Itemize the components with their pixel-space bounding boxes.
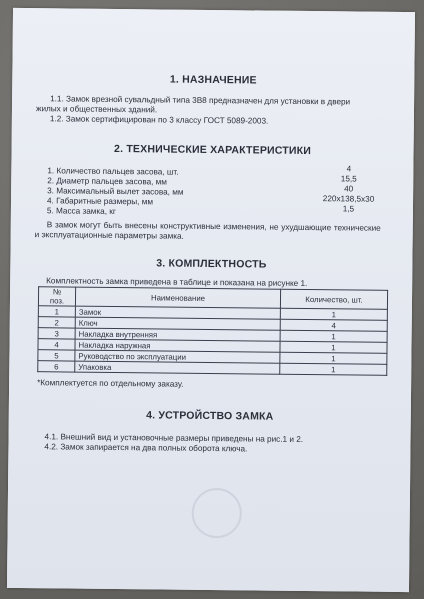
row-name: Замок <box>75 306 280 319</box>
faint-stamp-mark <box>192 488 243 539</box>
section-title-contents: 3. КОМПЛЕКТНОСТЬ <box>156 257 267 271</box>
row-qty: 1 <box>280 330 387 342</box>
contents-intro: Комплектность замка приведена в таблице и показана на рисунке 1. <box>46 276 308 289</box>
section-title-purpose: 1. НАЗНАЧЕНИЕ <box>169 73 257 87</box>
row-name: Руководство по эксплуатации <box>75 350 280 363</box>
table-row <box>38 361 387 376</box>
specs-note: В замок могут быть внесены конструктивные изменения, не ухудшающие технические и эксплуатационные параметры замка. <box>34 220 381 241</box>
row-no: 3 <box>38 328 75 339</box>
purpose-paragraph-1-line-2: жилых и общественных зданий. <box>35 104 158 115</box>
row-qty: 1 <box>280 341 387 353</box>
header-name: Наименование <box>75 287 280 308</box>
spec-label-5: 5. Масса замка, кг <box>46 206 116 216</box>
row-qty: 1 <box>280 363 387 375</box>
header-no-line-2: поз. <box>49 296 65 306</box>
spec-label-2: 2. Диаметр пальцев засова, мм <box>47 176 168 187</box>
header-qty: Количество, шт. <box>280 289 387 309</box>
spec-label-1: 1. Количество пальцев засова, шт. <box>47 166 179 177</box>
spec-value-2: 15,5 <box>340 174 357 184</box>
spec-value-3: 40 <box>344 184 354 194</box>
row-qty: 1 <box>280 352 387 364</box>
section-title-specs: 2. ТЕХНИЧЕСКИЕ ХАРАКТЕРИСТИКИ <box>114 142 312 158</box>
device-paragraph-1: 4.1. Внешний вид и установочные размеры приведены на рис.1 и 2. <box>44 432 304 444</box>
section-title-device: 4. УСТРОЙСТВО ЗАМКА <box>146 409 274 423</box>
header-no <box>38 287 75 306</box>
row-name: Упаковка <box>75 361 280 374</box>
purpose-paragraph-1-line-1: 1.1. Замок врезной сувальдный типа 3В8 предназначен для установки в двери <box>50 94 351 107</box>
contents-table <box>37 286 388 376</box>
row-qty: 1 <box>280 308 387 320</box>
spec-label-4: 4. Габаритные размеры, мм <box>46 196 154 207</box>
device-paragraph-2: 4.2. Замок запирается на два полных оборота ключа. <box>44 442 248 454</box>
spec-value-1: 4 <box>346 164 352 174</box>
row-name: Накладка наружная <box>75 339 280 352</box>
row-qty: 4 <box>280 319 387 331</box>
spec-value-5: 1,5 <box>342 204 355 214</box>
row-no: 1 <box>38 306 75 317</box>
row-no: 5 <box>38 350 75 361</box>
row-no: 2 <box>38 317 75 328</box>
spec-label-3: 3. Максимальный вылет засова, мм <box>47 186 184 197</box>
purpose-paragraph-2: 1.2. Замок сертифицирован по 3 классу ГОСТ 5089-2003. <box>49 114 269 126</box>
row-no: 4 <box>38 339 75 350</box>
row-no: 6 <box>38 361 75 372</box>
row-name: Накладка внутренняя <box>75 328 280 341</box>
row-name: Ключ <box>75 317 280 330</box>
contents-footnote: *Комплектуется по отдельному заказу. <box>37 378 184 389</box>
spec-value-4: 220х138,5х30 <box>322 194 375 204</box>
document-page <box>7 8 415 592</box>
header-no-line-1: № <box>52 287 62 297</box>
